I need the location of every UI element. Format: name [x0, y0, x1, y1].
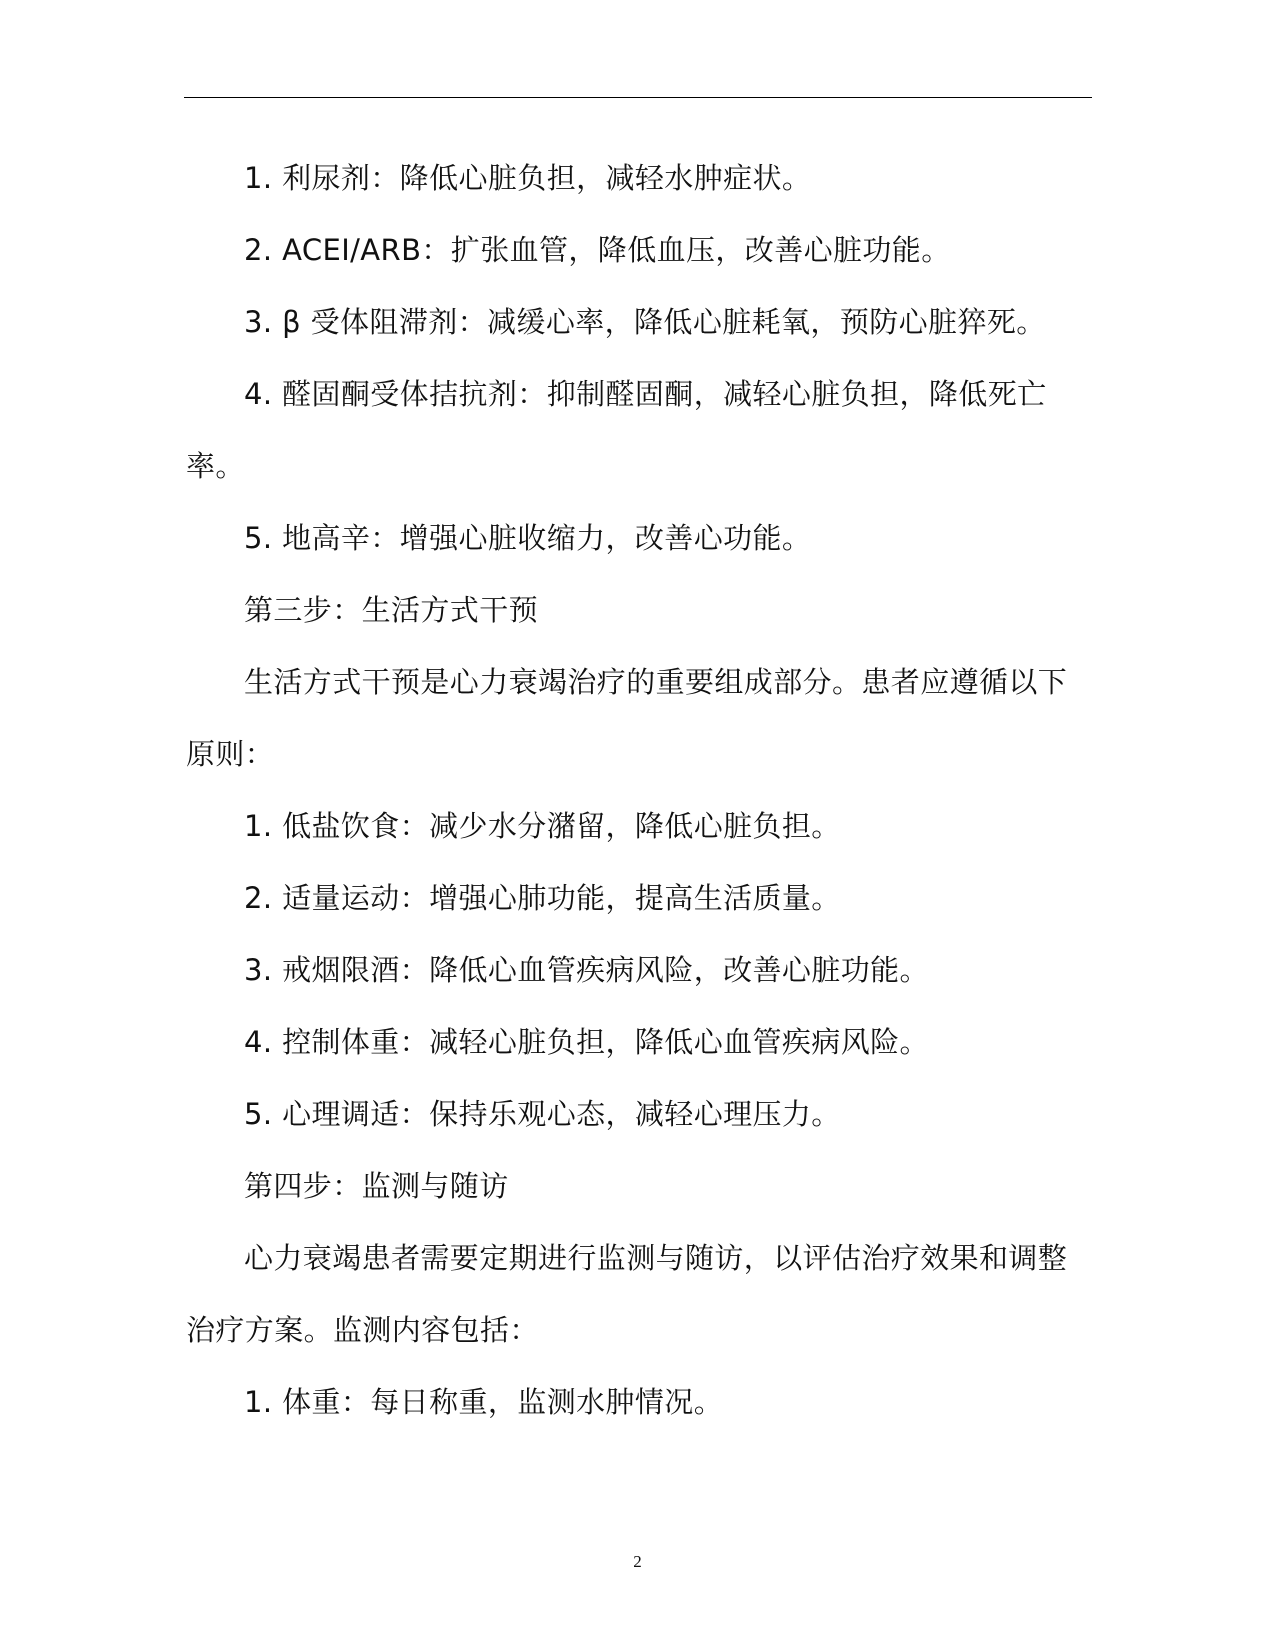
paragraph-line: 1. 体重：每日称重，监测水肿情况。: [244, 1385, 724, 1419]
paragraph-line: 3. β 受体阻滞剂：减缓心率，降低心脏耗氧，预防心脏猝死。: [244, 305, 1046, 339]
section-heading: 第四步：监测与随访: [244, 1169, 509, 1203]
paragraph-line: 率。: [186, 449, 245, 483]
paragraph-line: 2. ACEI/ARB：扩张血管，降低血压，改善心脏功能。: [244, 233, 951, 267]
paragraph-line: 2. 适量运动：增强心肺功能，提高生活质量。: [244, 881, 841, 915]
paragraph-line: 心力衰竭患者需要定期进行监测与随访，以评估治疗效果和调整: [244, 1241, 1068, 1275]
paragraph-line: 原则：: [186, 737, 275, 771]
paragraph-line: 4. 醛固酮受体拮抗剂：抑制醛固酮，减轻心脏负担，降低死亡: [244, 377, 1047, 411]
header-rule: [184, 97, 1092, 98]
paragraph-line: 4. 控制体重：减轻心脏负担，降低心血管疾病风险。: [244, 1025, 929, 1059]
section-heading: 第三步：生活方式干预: [244, 593, 539, 627]
paragraph-line: 生活方式干预是心力衰竭治疗的重要组成部分。患者应遵循以下: [244, 665, 1068, 699]
page-number: 2: [633, 1552, 642, 1571]
paragraph-line: 治疗方案。监测内容包括：: [186, 1313, 539, 1347]
paragraph-line: 5. 地高辛：增强心脏收缩力，改善心功能。: [244, 521, 812, 555]
paragraph-line: 1. 利尿剂：降低心脏负担，减轻水肿症状。: [244, 161, 812, 195]
paragraph-line: 5. 心理调适：保持乐观心态，减轻心理压力。: [244, 1097, 841, 1131]
paragraph-line: 3. 戒烟限酒：降低心血管疾病风险，改善心脏功能。: [244, 953, 929, 987]
paragraph-line: 1. 低盐饮食：减少水分潴留，降低心脏负担。: [244, 809, 841, 843]
